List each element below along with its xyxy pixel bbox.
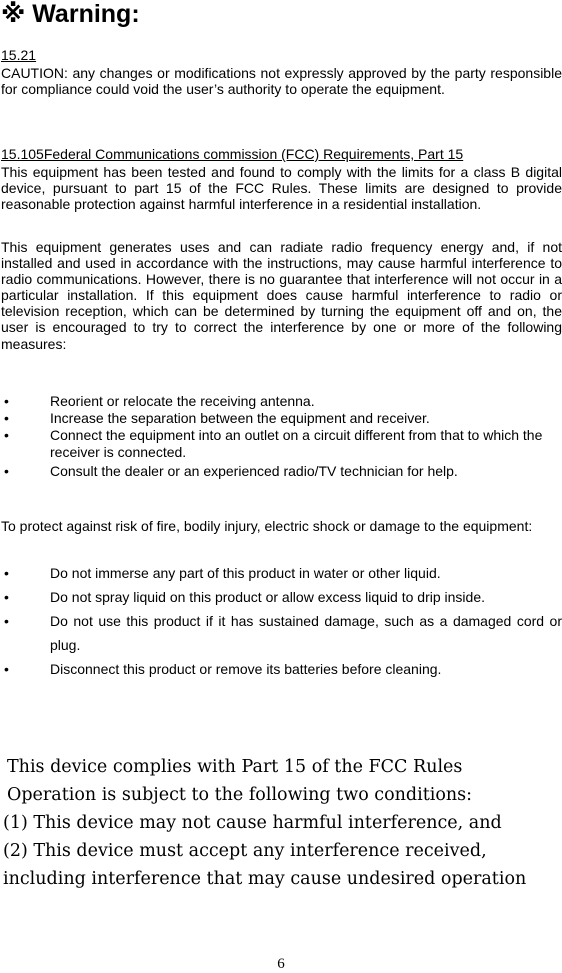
fcc-measures-list bbox=[1, 393, 562, 480]
fcc-paragraph-1: This equipment has been tested and found to comply with the limits for a class B digital device, pursuant to part 15 of the FCC Rules. These limits are designed to provide reasonable protection against harmful interference in a residential installation. bbox=[1, 164, 562, 213]
fcc-paragraph-2: This equipment generates uses and can radiate radio frequency energy and, if not installed and used in accordance with the instructions, may cause harmful interference to radio communications. However, there is no guarantee that interference will not occur in a particular installation. If this equipment does cause harmful interference to radio or television reception, which can be determined by turning the equipment off and on, the user is encouraged to try to correct the interference by one or more of the following measures: bbox=[1, 239, 562, 352]
list-item: • Connect the equipment into an outlet on a circuit different from that to which the receiver is connected. bbox=[4, 427, 543, 460]
list-item: • Disconnect this product or remove its batteries before cleaning. bbox=[1, 657, 562, 681]
warning-heading: Warning: bbox=[32, 0, 140, 28]
bullet-icon: • bbox=[4, 661, 9, 677]
compliance-line-2: Operation is subject to the following two conditions: bbox=[7, 785, 473, 805]
safety-list bbox=[1, 561, 562, 681]
list-item: • Increase the separation between the equipment and receiver. bbox=[4, 410, 430, 426]
list-item: • Do not spray liquid on this product or allow excess liquid to drip inside. bbox=[1, 585, 562, 609]
section-15-21-text: CAUTION: any changes or modifications not expressly approved by the party responsible for compliance could void the user’s authority to operate the equipment. bbox=[1, 65, 562, 98]
section-15-105-heading: 15.105Federal Communications commission (FCC) Requirements, Part 15 bbox=[1, 146, 464, 162]
list-item: • Do not use this product if it has sustained damage, such as a damaged cord or plug. bbox=[1, 609, 562, 657]
bullet-icon: • bbox=[4, 463, 9, 479]
safety-intro: To protect against risk of fire, bodily injury, electric shock or damage to the equipment: bbox=[1, 518, 533, 534]
warning-title bbox=[1, 0, 140, 29]
bullet-icon: • bbox=[4, 410, 9, 426]
fcc-compliance-statement bbox=[3, 753, 552, 893]
reference-mark-icon: ※ bbox=[1, 0, 26, 28]
page-number: 6 bbox=[277, 956, 285, 972]
compliance-line-1: This device complies with Part 15 of the FCC Rules bbox=[7, 757, 463, 777]
bullet-icon: • bbox=[4, 613, 9, 629]
compliance-line-3: (1) This device may not cause harmful interference, and bbox=[3, 813, 502, 833]
list-item: • Do not immerse any part of this product in water or other liquid. bbox=[1, 561, 562, 585]
compliance-line-4: (2) This device must accept any interference received, bbox=[3, 841, 487, 861]
list-item: • Reorient or relocate the receiving antenna. bbox=[4, 393, 315, 409]
compliance-line-5: including interference that may cause undesired operation bbox=[3, 869, 527, 889]
bullet-icon: • bbox=[4, 427, 9, 443]
section-15-21-heading: 15.21 bbox=[1, 47, 37, 63]
bullet-icon: • bbox=[4, 589, 9, 605]
bullet-icon: • bbox=[4, 565, 9, 581]
bullet-icon: • bbox=[4, 393, 9, 409]
list-item: • Consult the dealer or an experienced radio/TV technician for help. bbox=[4, 463, 458, 479]
